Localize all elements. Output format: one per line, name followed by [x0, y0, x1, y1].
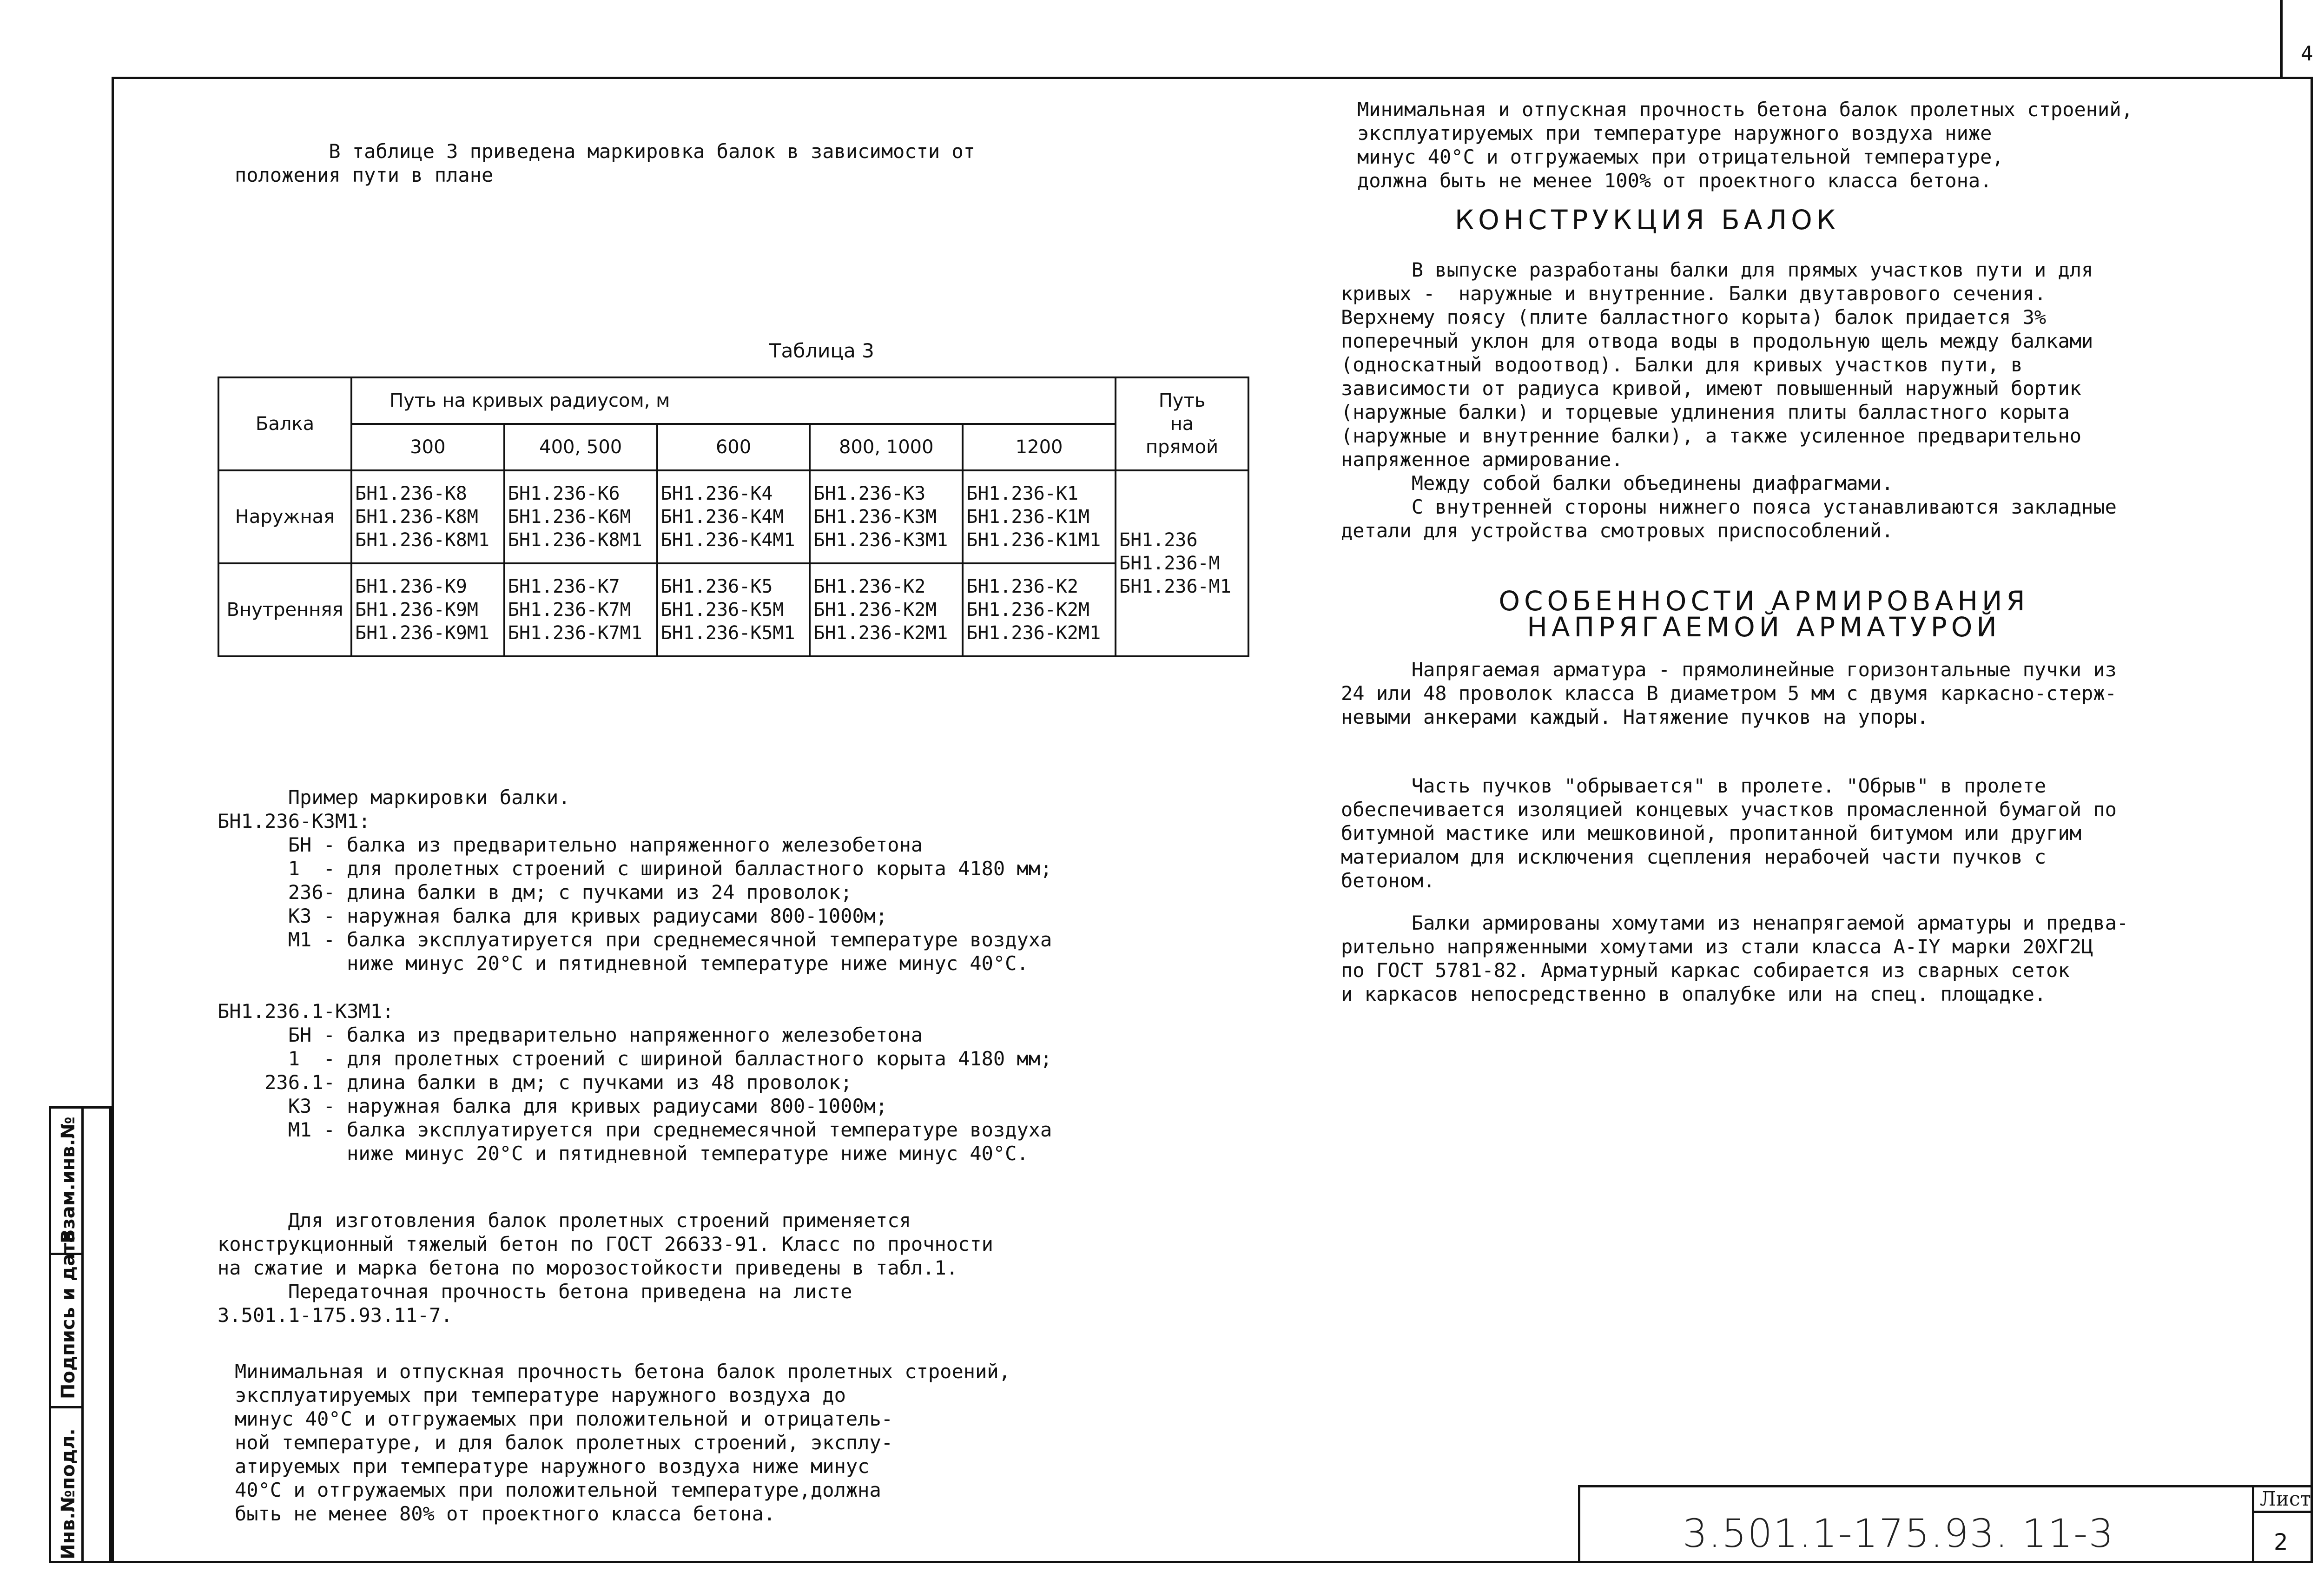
- strip-label-inv: Инв.№подл.: [58, 1428, 79, 1559]
- radius-600: 600: [657, 424, 810, 470]
- straight-path-cell: БН1.236 БН1.236-М БН1.236-М1: [1116, 470, 1248, 656]
- strength-paragraph-right: Минимальная и отпускная прочность бетона балок пролетных строений, эксплуатируемых при температуре наружного воздуха ниже минус 40°С и отгружаемых при отрицательной температуре, должна быть не менее 100% от проектного класса бетона.: [1357, 98, 2133, 192]
- radius-1200: 1200: [963, 424, 1116, 470]
- marking-table: [218, 377, 1249, 657]
- header-curves: Путь на кривых радиусом, м: [351, 377, 1116, 424]
- row-label-outer: Наружная: [218, 470, 351, 563]
- reinforcement-paragraph-3: Балки армированы хомутами из ненапрягаемой арматуры и предва- рительно напряженными хомутами из стали класса А-IY марки 20ХГ2Ц по ГОСТ 5781-82. Арматурный каркас собирается из сварных сеток и каркасов непосредственно в опалубке или на спец. площадке.: [1341, 912, 2129, 1005]
- table-cell: БН1.236-К9 БН1.236-К9М БН1.236-К9М1: [351, 563, 504, 656]
- binding-strip: [49, 1106, 112, 1563]
- intro-paragraph: В таблице 3 приведена маркировка балок в зависимости от положения пути в плане: [235, 140, 976, 186]
- heading-reinforcement: [1455, 585, 2073, 643]
- document-code: 3.501.1-175.93. 11-3: [1683, 1511, 2114, 1556]
- construction-paragraph: В выпуске разработаны балки для прямых участков пути и для кривых - наружные и внутренние. Балки двутаврового сечения. Верхнему поясу (плите балластного корыта) балок придается 3% поперечный уклон для отвода воды в продольную щель между балками (односкатный водоотвод). Балки для кривых участков пути, в зависимости от радиуса кривой, имеют повышенный наружный бортик (наружные балки) и торцевые удлинения плиты балластного корыта (наружные и внутренние балки), а также усиленное предварительно напряженное армирование. Между собой балки объединены диафрагмами. С внутренней стороны нижнего пояса устанавливаются закладные детали для устройства смотровых приспособлений.: [1341, 258, 2117, 542]
- row-label-inner: Внутренняя: [218, 563, 351, 656]
- heading-reinforcement-line1: ОСОБЕННОСТИ АРМИРОВАНИЯ: [1499, 585, 2029, 617]
- reinforcement-paragraph-1: Напрягаемая арматура - прямолинейные горизонтальные пучки из 24 или 48 проволок класса В диаметром 5 мм с двумя каркасно-стерж- невыми анкерами каждый. Натяжение пучков на упоры.: [1341, 658, 2117, 728]
- radius-800-1000: 800, 1000: [810, 424, 963, 470]
- table-cell: БН1.236-К4 БН1.236-К4М БН1.236-К4М1: [657, 470, 810, 563]
- sheet-label: Лист: [2260, 1487, 2311, 1510]
- table-cell: БН1.236-К5 БН1.236-К5М БН1.236-К5М1: [657, 563, 810, 656]
- marking-example-1: Пример маркировки балки. БН1.236-К3М1: БН - балка из предварительно напряженного железобетона 1 - для пролетных строений с шириной балластного корыта 4180 мм; 236- длина балки в дм; с пучками из 24 проволок; К3 - наружная балка для кривых радиусами 800-1000м; М1 - балка эксплуатируется при среднемесячной температуре воздуха ниже минус 20°С и пятидневной температуре ниже минус 40°С.: [218, 786, 1052, 975]
- table-cell: БН1.236-К7 БН1.236-К7М БН1.236-К7М1: [504, 563, 657, 656]
- strength-paragraph-left: Минимальная и отпускная прочность бетона балок пролетных строений, эксплуатируемых при температуре наружного воздуха до минус 40°С и отгружаемых при положительной и отрицатель- ной температуре, и для балок пролетных строений, эксплу- атируемых при температуре наружного воздуха ниже минус 40°С и отгружаемых при положительной температуре,должна быть не менее 80% от проектного класса бетона.: [235, 1360, 1010, 1525]
- header-straight: Путь на прямой: [1116, 377, 1248, 470]
- table-cell: БН1.236-К1 БН1.236-К1М БН1.236-К1М1: [963, 470, 1116, 563]
- table-cell: БН1.236-К6 БН1.236-К6М БН1.236-К8М1: [504, 470, 657, 563]
- page-edge-mark: [2280, 0, 2283, 77]
- sheet-number: 2: [2274, 1529, 2288, 1555]
- radius-300: 300: [351, 424, 504, 470]
- header-balka: Балка: [218, 377, 351, 470]
- table-caption: Таблица 3: [769, 339, 874, 362]
- table-cell: БН1.236-К2 БН1.236-К2М БН1.236-К2М1: [963, 563, 1116, 656]
- heading-construction: КОНСТРУКЦИЯ БАЛОК: [1455, 204, 1840, 236]
- page-number: 4: [2301, 42, 2313, 66]
- strip-label-podpis: Подпись и дата: [58, 1230, 79, 1399]
- radius-400-500: 400, 500: [504, 424, 657, 470]
- strip-label-vzam: Взам.инв.№: [58, 1116, 79, 1243]
- table-cell: БН1.236-К8 БН1.236-К8М БН1.236-К8М1: [351, 470, 504, 563]
- heading-reinforcement-line2: НАПРЯГАЕМОЙ АРМАТУРОЙ: [1527, 611, 2001, 643]
- concrete-paragraph: Для изготовления балок пролетных строений применяется конструкционный тяжелый бетон по ГОСТ 26633-91. Класс по прочности на сжатие и марка бетона по морозостойкости приведены в табл.1. Передаточная прочность бетона приведена на листе 3.501.1-175.93.11-7.: [218, 1209, 993, 1327]
- table-cell: БН1.236-К2 БН1.236-К2М БН1.236-К2М1: [810, 563, 963, 656]
- reinforcement-paragraph-2: Часть пучков "обрывается" в пролете. "Обрыв" в пролете обеспечивается изоляцией концевых участков промасленной бумагой по битумной мастике или мешковиной, пропитанной битумом или другим материалом для исключения сцепления нерабочей части пучков с бетоном.: [1341, 774, 2117, 892]
- marking-example-2: БН1.236.1-К3М1: БН - балка из предварительно напряженного железобетона 1 - для пролетных строений с шириной балластного корыта 4180 мм; 236.1- длина балки в дм; с пучками из 48 проволок; К3 - наружная балка для кривых радиусами 800-1000м; М1 - балка эксплуатируется при среднемесячной температуре воздуха ниже минус 20°С и пятидневной температуре ниже минус 40°С.: [218, 1000, 1052, 1165]
- table-cell: БН1.236-К3 БН1.236-К3М БН1.236-К3М1: [810, 470, 963, 563]
